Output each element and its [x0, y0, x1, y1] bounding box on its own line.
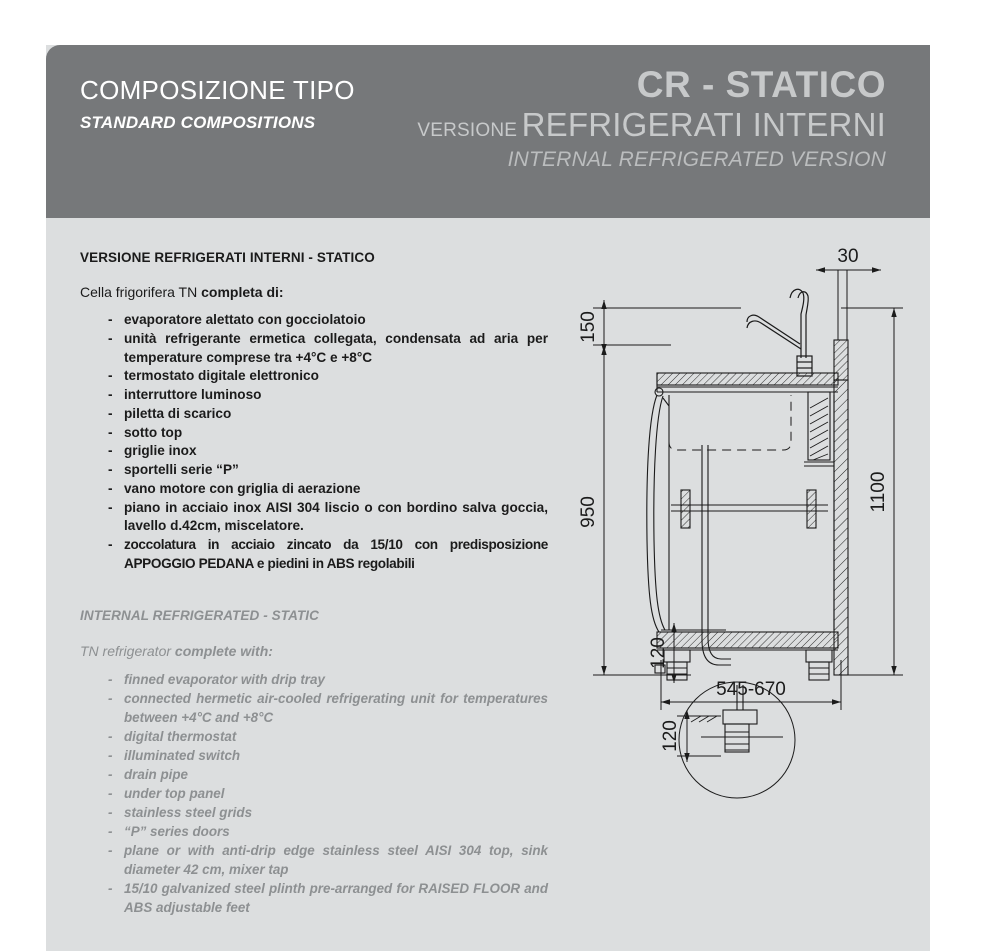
datasheet-page: [46, 45, 930, 951]
header-subtitle-english: INTERNAL REFRIGERATED VERSION: [507, 147, 886, 171]
header-title-english: STANDARD COMPOSITIONS: [80, 113, 316, 133]
list-item: - zoccolatura in acciaio zincato da 15/10 con predisposizione APPOGGIO PEDANA e piedini in ABS regolabili: [108, 536, 550, 574]
mixer-tap: [747, 289, 812, 376]
list-item: - piano in acciaio inox AISI 304 liscio o con bordino salva goccia, lavello d.42cm, miscelatore.: [108, 499, 550, 537]
list-item: - evaporatore alettato con gocciolatoio: [108, 311, 550, 330]
list-item: - stainless steel grids: [108, 803, 550, 822]
list-item: - 15/10 galvanized steel plinth pre-arranged for RAISED FLOOR and ABS adjustable feet: [108, 879, 550, 917]
dimension-top-width: [816, 270, 881, 340]
adjustable-foot-right: [806, 650, 832, 680]
dimension-label-worktop-height: 950: [578, 496, 599, 528]
list-item: - sotto top: [108, 424, 550, 443]
italian-lead-bold: completa di:: [201, 284, 284, 300]
specifications-column: [80, 250, 550, 917]
dimension-label-total-height: 1100: [868, 471, 889, 513]
english-lead-bold: complete with:: [174, 642, 273, 659]
italian-lead-plain: Cella frigorifera TN: [80, 284, 202, 300]
list-item: - termostato digitale elettronico: [108, 367, 550, 386]
dimension-label-plinth-height: 120: [648, 637, 669, 669]
list-item: - illuminated switch: [108, 746, 550, 765]
cabinet-section-outline: [593, 270, 903, 798]
header-left-titles: [80, 77, 410, 133]
dimension-label-detail-plinth: 120: [660, 720, 681, 752]
dimension-backsplash-height: [593, 300, 741, 353]
header-right-titles: [417, 65, 886, 172]
p-series-door: [647, 388, 669, 632]
dimension-worktop-height: [593, 346, 681, 675]
header-version-label: VERSIONE: [417, 119, 518, 141]
english-section-heading: INTERNAL REFRIGERATED - STATIC: [80, 607, 319, 623]
italian-lead-line: [80, 284, 550, 300]
english-lead-line: [80, 643, 550, 659]
header-model-name: CR - STATICO: [636, 64, 886, 105]
english-specifications-block: [80, 608, 550, 917]
list-item: - drain pipe: [108, 765, 550, 784]
sink-bowl-dashed: [669, 395, 791, 450]
dimension-label-top-width: 30: [837, 246, 859, 267]
header-version-line: [417, 105, 886, 143]
italian-spec-list: [80, 311, 550, 574]
evaporator-coil: [804, 392, 834, 466]
italian-section-heading: VERSIONE REFRIGERATI INTERNI - STATICO: [80, 250, 375, 265]
header-title-italian: COMPOSIZIONE TIPO: [80, 75, 355, 105]
list-item: - sportelli serie “P”: [108, 461, 550, 480]
page-header-band: [46, 45, 930, 218]
list-item: - digital thermostat: [108, 727, 550, 746]
list-item: - vano motore con griglia di aerazione: [108, 480, 550, 499]
list-item: - interruttore luminoso: [108, 386, 550, 405]
english-lead-plain: TN refrigerator: [80, 642, 175, 659]
list-item: - finned evaporator with drip tray: [108, 670, 550, 689]
shelf-rail: [671, 490, 828, 528]
english-spec-list: [80, 670, 550, 917]
list-item: - “P” series doors: [108, 822, 550, 841]
list-item: - unità refrigerante ermetica collegata, condensata ad aria per temperature comprese tra +4°C e +8°C: [108, 330, 550, 368]
list-item: - plane or with anti-drip edge stainless steel AISI 304 top, sink diameter 42 cm, mixer tap: [108, 841, 550, 879]
header-version-value: REFRIGERATI INTERNI: [521, 105, 886, 143]
list-item: - under top panel: [108, 784, 550, 803]
technical-drawing: [551, 240, 931, 880]
list-item: - griglie inox: [108, 442, 550, 461]
dimension-label-depth: 545-670: [716, 679, 786, 700]
dimension-label-backsplash: 150: [578, 311, 599, 343]
backsplash: [834, 340, 848, 675]
list-item: - piletta di scarico: [108, 405, 550, 424]
plinth-base: [657, 632, 838, 650]
list-item: - connected hermetic air-cooled refrigerating unit for temperatures between +4°C and +8°C: [108, 689, 550, 727]
